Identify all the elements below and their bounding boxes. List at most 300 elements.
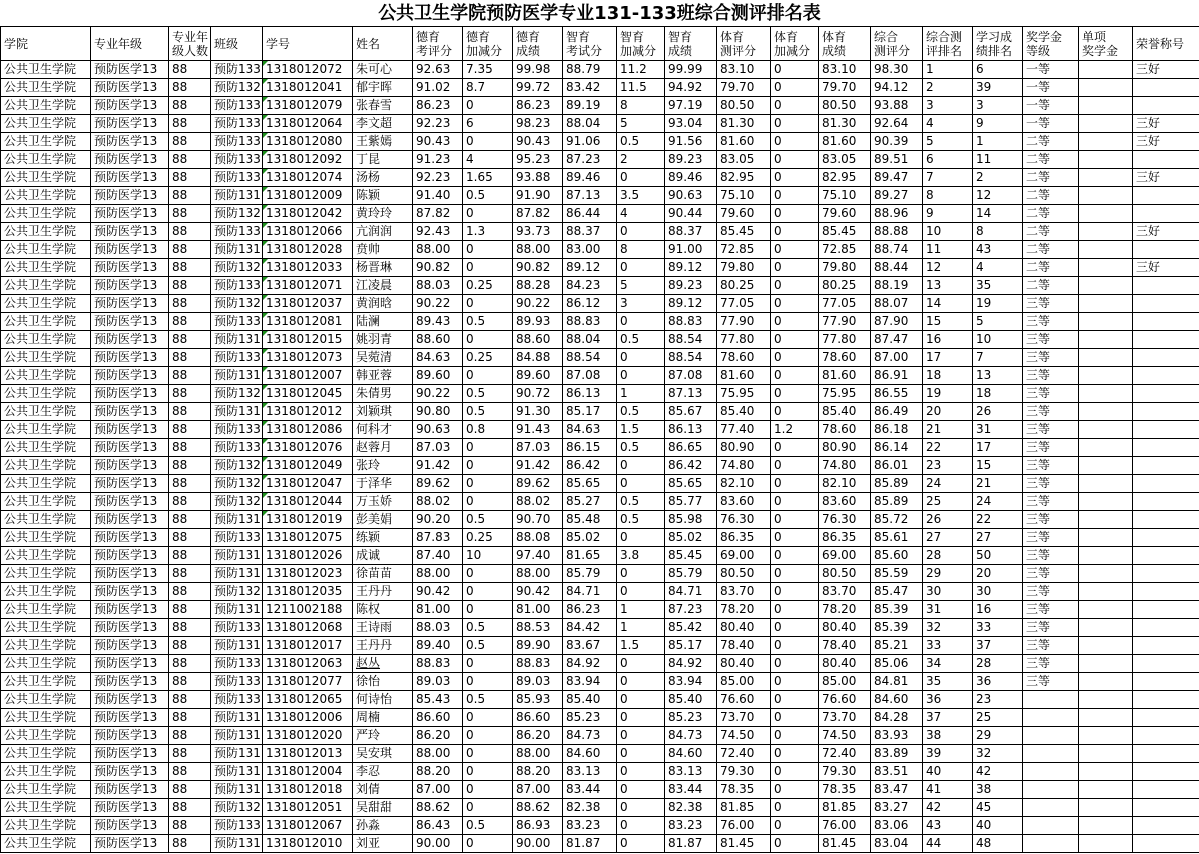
cell-intel_total[interactable]: 85.77 xyxy=(665,493,717,511)
cell-name[interactable]: 李忍 xyxy=(353,763,413,781)
cell-pe_eval[interactable]: 83.60 xyxy=(717,493,771,511)
cell-pe_total[interactable]: 74.80 xyxy=(819,457,871,475)
cell-moral_adj[interactable]: 0.5 xyxy=(463,403,513,421)
cell-intel_adj[interactable]: 1 xyxy=(617,385,665,403)
cell-pe_total[interactable]: 83.60 xyxy=(819,493,871,511)
cell-college[interactable]: 公共卫生学院 xyxy=(1,187,91,205)
cell-pe_eval[interactable]: 80.50 xyxy=(717,565,771,583)
cell-name[interactable]: 彭美娟 xyxy=(353,511,413,529)
cell-study_rank[interactable]: 38 xyxy=(973,781,1023,799)
cell-pe_adj[interactable]: 0 xyxy=(771,277,819,295)
cell-name[interactable]: 吴甜甜 xyxy=(353,799,413,817)
cell-moral_total[interactable]: 87.03 xyxy=(513,439,563,457)
cell-scholarship[interactable]: 三等 xyxy=(1023,529,1079,547)
cell-name[interactable]: 亢润润 xyxy=(353,223,413,241)
cell-intel_adj[interactable]: 0 xyxy=(617,673,665,691)
cell-comp_rank[interactable]: 38 xyxy=(923,727,973,745)
cell-class[interactable]: 预防132 xyxy=(211,79,263,97)
cell-single_scholarship[interactable] xyxy=(1079,169,1133,187)
cell-study_rank[interactable]: 36 xyxy=(973,673,1023,691)
cell-college[interactable]: 公共卫生学院 xyxy=(1,385,91,403)
cell-class[interactable]: 预防133 xyxy=(211,97,263,115)
cell-moral_eval[interactable]: 87.00 xyxy=(413,781,463,799)
cell-pe_adj[interactable]: 0 xyxy=(771,673,819,691)
cell-moral_adj[interactable]: 0 xyxy=(463,475,513,493)
cell-student_id[interactable]: 1318012018 xyxy=(263,781,353,799)
cell-pe_adj[interactable]: 0 xyxy=(771,349,819,367)
cell-honor[interactable] xyxy=(1133,187,1199,205)
cell-class[interactable]: 预防132 xyxy=(211,493,263,511)
cell-student_id[interactable]: 1318012035 xyxy=(263,583,353,601)
cell-intel_total[interactable]: 90.63 xyxy=(665,187,717,205)
cell-grade_size[interactable]: 88 xyxy=(169,97,211,115)
cell-class[interactable]: 预防133 xyxy=(211,619,263,637)
cell-pe_adj[interactable]: 0 xyxy=(771,223,819,241)
cell-college[interactable]: 公共卫生学院 xyxy=(1,817,91,835)
cell-intel_total[interactable]: 85.17 xyxy=(665,637,717,655)
cell-single_scholarship[interactable] xyxy=(1079,637,1133,655)
cell-pe_total[interactable]: 82.10 xyxy=(819,475,871,493)
cell-intel_exam[interactable]: 89.46 xyxy=(563,169,617,187)
cell-intel_exam[interactable]: 83.44 xyxy=(563,781,617,799)
cell-study_rank[interactable]: 27 xyxy=(973,529,1023,547)
cell-grade_size[interactable]: 88 xyxy=(169,601,211,619)
cell-intel_adj[interactable]: 0.5 xyxy=(617,331,665,349)
cell-honor[interactable] xyxy=(1133,727,1199,745)
cell-study_rank[interactable]: 42 xyxy=(973,763,1023,781)
cell-name[interactable]: 黄玲玲 xyxy=(353,205,413,223)
cell-student_id[interactable]: 1318012006 xyxy=(263,709,353,727)
cell-moral_eval[interactable]: 89.60 xyxy=(413,367,463,385)
cell-pe_eval[interactable]: 79.30 xyxy=(717,763,771,781)
cell-single_scholarship[interactable] xyxy=(1079,97,1133,115)
cell-pe_total[interactable]: 78.35 xyxy=(819,781,871,799)
cell-moral_adj[interactable]: 0.5 xyxy=(463,385,513,403)
cell-pe_eval[interactable]: 78.35 xyxy=(717,781,771,799)
cell-intel_exam[interactable]: 88.37 xyxy=(563,223,617,241)
cell-comp_rank[interactable]: 39 xyxy=(923,745,973,763)
cell-grade_size[interactable]: 88 xyxy=(169,799,211,817)
cell-scholarship[interactable]: 二等 xyxy=(1023,259,1079,277)
cell-college[interactable]: 公共卫生学院 xyxy=(1,835,91,853)
cell-honor[interactable]: 三好 xyxy=(1133,169,1199,187)
cell-intel_adj[interactable]: 0 xyxy=(617,763,665,781)
cell-college[interactable]: 公共卫生学院 xyxy=(1,313,91,331)
cell-major_grade[interactable]: 预防医学13 xyxy=(91,313,169,331)
cell-comp_score[interactable]: 83.06 xyxy=(871,817,923,835)
cell-comp_rank[interactable]: 6 xyxy=(923,151,973,169)
cell-class[interactable]: 预防133 xyxy=(211,223,263,241)
cell-pe_adj[interactable]: 0 xyxy=(771,547,819,565)
cell-student_id[interactable]: 1318012079 xyxy=(263,97,353,115)
cell-intel_adj[interactable]: 0 xyxy=(617,367,665,385)
cell-comp_score[interactable]: 83.27 xyxy=(871,799,923,817)
cell-major_grade[interactable]: 预防医学13 xyxy=(91,619,169,637)
cell-name[interactable]: 张玲 xyxy=(353,457,413,475)
cell-class[interactable]: 预防131 xyxy=(211,367,263,385)
cell-comp_score[interactable]: 89.27 xyxy=(871,187,923,205)
cell-comp_score[interactable]: 85.59 xyxy=(871,565,923,583)
cell-comp_rank[interactable]: 24 xyxy=(923,475,973,493)
cell-comp_rank[interactable]: 10 xyxy=(923,223,973,241)
cell-pe_eval[interactable]: 81.60 xyxy=(717,367,771,385)
cell-honor[interactable] xyxy=(1133,601,1199,619)
cell-comp_rank[interactable]: 43 xyxy=(923,817,973,835)
cell-intel_adj[interactable]: 0 xyxy=(617,709,665,727)
cell-comp_rank[interactable]: 3 xyxy=(923,97,973,115)
cell-comp_rank[interactable]: 17 xyxy=(923,349,973,367)
cell-pe_adj[interactable]: 0 xyxy=(771,403,819,421)
cell-moral_eval[interactable]: 88.20 xyxy=(413,763,463,781)
cell-student_id[interactable]: 1318012067 xyxy=(263,817,353,835)
cell-grade_size[interactable]: 88 xyxy=(169,133,211,151)
cell-name[interactable]: 成诚 xyxy=(353,547,413,565)
cell-college[interactable]: 公共卫生学院 xyxy=(1,151,91,169)
cell-comp_score[interactable]: 93.88 xyxy=(871,97,923,115)
cell-honor[interactable] xyxy=(1133,763,1199,781)
cell-scholarship[interactable]: 一等 xyxy=(1023,79,1079,97)
cell-moral_eval[interactable]: 88.00 xyxy=(413,745,463,763)
cell-comp_score[interactable]: 86.49 xyxy=(871,403,923,421)
cell-single_scholarship[interactable] xyxy=(1079,745,1133,763)
cell-grade_size[interactable]: 88 xyxy=(169,511,211,529)
cell-name[interactable]: 吴菀清 xyxy=(353,349,413,367)
cell-pe_total[interactable]: 81.60 xyxy=(819,367,871,385)
cell-student_id[interactable]: 1318012009 xyxy=(263,187,353,205)
cell-pe_total[interactable]: 80.40 xyxy=(819,619,871,637)
cell-grade_size[interactable]: 88 xyxy=(169,205,211,223)
cell-comp_rank[interactable]: 14 xyxy=(923,295,973,313)
cell-name[interactable]: 严玲 xyxy=(353,727,413,745)
cell-comp_score[interactable]: 88.44 xyxy=(871,259,923,277)
cell-pe_total[interactable]: 79.60 xyxy=(819,205,871,223)
cell-single_scholarship[interactable] xyxy=(1079,547,1133,565)
cell-intel_adj[interactable]: 8 xyxy=(617,97,665,115)
cell-intel_total[interactable]: 94.92 xyxy=(665,79,717,97)
cell-major_grade[interactable]: 预防医学13 xyxy=(91,763,169,781)
cell-pe_eval[interactable]: 77.90 xyxy=(717,313,771,331)
cell-moral_eval[interactable]: 81.00 xyxy=(413,601,463,619)
cell-major_grade[interactable]: 预防医学13 xyxy=(91,403,169,421)
cell-pe_adj[interactable]: 0 xyxy=(771,781,819,799)
cell-single_scholarship[interactable] xyxy=(1079,763,1133,781)
cell-grade_size[interactable]: 88 xyxy=(169,691,211,709)
cell-pe_total[interactable]: 80.50 xyxy=(819,97,871,115)
cell-honor[interactable] xyxy=(1133,457,1199,475)
cell-intel_total[interactable]: 81.87 xyxy=(665,835,717,853)
cell-comp_rank[interactable]: 20 xyxy=(923,403,973,421)
cell-name[interactable]: 黄润晗 xyxy=(353,295,413,313)
cell-college[interactable]: 公共卫生学院 xyxy=(1,169,91,187)
cell-moral_adj[interactable]: 0 xyxy=(463,295,513,313)
cell-class[interactable]: 预防131 xyxy=(211,547,263,565)
cell-pe_eval[interactable]: 81.45 xyxy=(717,835,771,853)
cell-moral_eval[interactable]: 89.43 xyxy=(413,313,463,331)
cell-pe_eval[interactable]: 81.30 xyxy=(717,115,771,133)
cell-study_rank[interactable]: 23 xyxy=(973,691,1023,709)
cell-comp_score[interactable]: 98.30 xyxy=(871,61,923,79)
cell-class[interactable]: 预防133 xyxy=(211,313,263,331)
cell-comp_score[interactable]: 85.60 xyxy=(871,547,923,565)
cell-student_id[interactable]: 1318012066 xyxy=(263,223,353,241)
cell-student_id[interactable]: 1318012068 xyxy=(263,619,353,637)
cell-name[interactable]: 徐怡 xyxy=(353,673,413,691)
cell-comp_score[interactable]: 87.00 xyxy=(871,349,923,367)
cell-major_grade[interactable]: 预防医学13 xyxy=(91,259,169,277)
cell-pe_eval[interactable]: 83.10 xyxy=(717,61,771,79)
cell-pe_total[interactable]: 78.40 xyxy=(819,637,871,655)
cell-moral_adj[interactable]: 0 xyxy=(463,133,513,151)
cell-honor[interactable] xyxy=(1133,79,1199,97)
cell-honor[interactable] xyxy=(1133,295,1199,313)
cell-comp_score[interactable]: 85.89 xyxy=(871,493,923,511)
cell-study_rank[interactable]: 3 xyxy=(973,97,1023,115)
cell-grade_size[interactable]: 88 xyxy=(169,547,211,565)
cell-intel_exam[interactable]: 88.04 xyxy=(563,331,617,349)
cell-honor[interactable] xyxy=(1133,745,1199,763)
cell-single_scholarship[interactable] xyxy=(1079,349,1133,367)
cell-pe_total[interactable]: 85.40 xyxy=(819,403,871,421)
cell-pe_adj[interactable]: 0 xyxy=(771,655,819,673)
cell-pe_total[interactable]: 75.10 xyxy=(819,187,871,205)
cell-grade_size[interactable]: 88 xyxy=(169,187,211,205)
cell-student_id[interactable]: 1318012051 xyxy=(263,799,353,817)
cell-single_scholarship[interactable] xyxy=(1079,331,1133,349)
cell-name[interactable]: 万玉娇 xyxy=(353,493,413,511)
cell-major_grade[interactable]: 预防医学13 xyxy=(91,241,169,259)
cell-scholarship[interactable]: 二等 xyxy=(1023,169,1079,187)
cell-pe_eval[interactable]: 78.60 xyxy=(717,349,771,367)
cell-honor[interactable] xyxy=(1133,619,1199,637)
cell-comp_score[interactable]: 87.90 xyxy=(871,313,923,331)
cell-moral_total[interactable]: 88.00 xyxy=(513,745,563,763)
cell-college[interactable]: 公共卫生学院 xyxy=(1,241,91,259)
cell-college[interactable]: 公共卫生学院 xyxy=(1,799,91,817)
cell-pe_total[interactable]: 79.80 xyxy=(819,259,871,277)
cell-study_rank[interactable]: 22 xyxy=(973,511,1023,529)
cell-intel_adj[interactable]: 1 xyxy=(617,619,665,637)
cell-single_scholarship[interactable] xyxy=(1079,799,1133,817)
cell-comp_rank[interactable]: 9 xyxy=(923,205,973,223)
cell-moral_eval[interactable]: 87.83 xyxy=(413,529,463,547)
cell-comp_score[interactable]: 88.74 xyxy=(871,241,923,259)
cell-intel_exam[interactable]: 84.63 xyxy=(563,421,617,439)
cell-moral_eval[interactable]: 87.82 xyxy=(413,205,463,223)
cell-study_rank[interactable]: 15 xyxy=(973,457,1023,475)
cell-name[interactable]: 李文超 xyxy=(353,115,413,133)
cell-pe_adj[interactable]: 0 xyxy=(771,637,819,655)
cell-student_id[interactable]: 1318012047 xyxy=(263,475,353,493)
cell-intel_total[interactable]: 84.60 xyxy=(665,745,717,763)
cell-intel_adj[interactable]: 5 xyxy=(617,277,665,295)
cell-pe_adj[interactable]: 1.2 xyxy=(771,421,819,439)
cell-moral_total[interactable]: 90.70 xyxy=(513,511,563,529)
cell-honor[interactable] xyxy=(1133,583,1199,601)
cell-honor[interactable] xyxy=(1133,691,1199,709)
cell-intel_total[interactable]: 87.23 xyxy=(665,601,717,619)
cell-grade_size[interactable]: 88 xyxy=(169,475,211,493)
cell-college[interactable]: 公共卫生学院 xyxy=(1,475,91,493)
cell-honor[interactable]: 三好 xyxy=(1133,61,1199,79)
cell-student_id[interactable]: 1318012042 xyxy=(263,205,353,223)
cell-grade_size[interactable]: 88 xyxy=(169,439,211,457)
cell-moral_eval[interactable]: 86.23 xyxy=(413,97,463,115)
cell-class[interactable]: 预防133 xyxy=(211,277,263,295)
cell-intel_adj[interactable]: 0 xyxy=(617,565,665,583)
cell-scholarship[interactable]: 二等 xyxy=(1023,133,1079,151)
cell-moral_total[interactable]: 81.00 xyxy=(513,601,563,619)
cell-comp_score[interactable]: 85.21 xyxy=(871,637,923,655)
cell-moral_total[interactable]: 90.43 xyxy=(513,133,563,151)
cell-intel_exam[interactable]: 83.94 xyxy=(563,673,617,691)
cell-moral_total[interactable]: 90.00 xyxy=(513,835,563,853)
cell-student_id[interactable]: 1318012074 xyxy=(263,169,353,187)
cell-major_grade[interactable]: 预防医学13 xyxy=(91,331,169,349)
cell-class[interactable]: 预防133 xyxy=(211,115,263,133)
cell-pe_adj[interactable]: 0 xyxy=(771,493,819,511)
cell-intel_total[interactable]: 85.98 xyxy=(665,511,717,529)
cell-college[interactable]: 公共卫生学院 xyxy=(1,529,91,547)
cell-moral_adj[interactable]: 0 xyxy=(463,781,513,799)
cell-intel_adj[interactable]: 1.5 xyxy=(617,637,665,655)
cell-moral_adj[interactable]: 0 xyxy=(463,259,513,277)
cell-intel_total[interactable]: 89.46 xyxy=(665,169,717,187)
cell-study_rank[interactable]: 20 xyxy=(973,565,1023,583)
cell-study_rank[interactable]: 39 xyxy=(973,79,1023,97)
cell-scholarship[interactable] xyxy=(1023,745,1079,763)
cell-intel_exam[interactable]: 85.27 xyxy=(563,493,617,511)
cell-class[interactable]: 预防133 xyxy=(211,529,263,547)
cell-pe_eval[interactable]: 76.00 xyxy=(717,817,771,835)
cell-class[interactable]: 预防131 xyxy=(211,403,263,421)
cell-major_grade[interactable]: 预防医学13 xyxy=(91,583,169,601)
cell-moral_adj[interactable]: 0 xyxy=(463,367,513,385)
cell-grade_size[interactable]: 88 xyxy=(169,115,211,133)
cell-honor[interactable] xyxy=(1133,475,1199,493)
cell-intel_total[interactable]: 88.83 xyxy=(665,313,717,331)
cell-student_id[interactable]: 1318012081 xyxy=(263,313,353,331)
cell-comp_rank[interactable]: 35 xyxy=(923,673,973,691)
cell-major_grade[interactable]: 预防医学13 xyxy=(91,97,169,115)
cell-moral_total[interactable]: 86.20 xyxy=(513,727,563,745)
cell-name[interactable]: 徐苗苗 xyxy=(353,565,413,583)
cell-intel_adj[interactable]: 11.2 xyxy=(617,61,665,79)
cell-class[interactable]: 预防133 xyxy=(211,817,263,835)
cell-intel_exam[interactable]: 86.15 xyxy=(563,439,617,457)
cell-comp_rank[interactable]: 44 xyxy=(923,835,973,853)
cell-honor[interactable] xyxy=(1133,781,1199,799)
cell-study_rank[interactable]: 24 xyxy=(973,493,1023,511)
cell-college[interactable]: 公共卫生学院 xyxy=(1,349,91,367)
cell-comp_score[interactable]: 84.60 xyxy=(871,691,923,709)
cell-single_scholarship[interactable] xyxy=(1079,709,1133,727)
cell-class[interactable]: 预防131 xyxy=(211,241,263,259)
cell-moral_total[interactable]: 95.23 xyxy=(513,151,563,169)
cell-moral_total[interactable]: 88.00 xyxy=(513,565,563,583)
cell-student_id[interactable]: 1318012049 xyxy=(263,457,353,475)
cell-moral_adj[interactable]: 0 xyxy=(463,601,513,619)
cell-single_scholarship[interactable] xyxy=(1079,133,1133,151)
cell-intel_total[interactable]: 89.23 xyxy=(665,151,717,169)
cell-name[interactable]: 江凌晨 xyxy=(353,277,413,295)
cell-student_id[interactable]: 1318012010 xyxy=(263,835,353,853)
cell-grade_size[interactable]: 88 xyxy=(169,277,211,295)
cell-moral_eval[interactable]: 90.22 xyxy=(413,295,463,313)
cell-study_rank[interactable]: 25 xyxy=(973,709,1023,727)
cell-moral_total[interactable]: 91.30 xyxy=(513,403,563,421)
cell-honor[interactable] xyxy=(1133,241,1199,259)
cell-intel_total[interactable]: 86.65 xyxy=(665,439,717,457)
cell-intel_total[interactable]: 85.23 xyxy=(665,709,717,727)
cell-pe_total[interactable]: 78.20 xyxy=(819,601,871,619)
cell-pe_total[interactable]: 80.90 xyxy=(819,439,871,457)
cell-scholarship[interactable]: 三等 xyxy=(1023,637,1079,655)
cell-scholarship[interactable]: 三等 xyxy=(1023,403,1079,421)
cell-name[interactable]: 王紫嫣 xyxy=(353,133,413,151)
cell-scholarship[interactable]: 二等 xyxy=(1023,151,1079,169)
cell-grade_size[interactable]: 88 xyxy=(169,151,211,169)
cell-comp_score[interactable]: 86.14 xyxy=(871,439,923,457)
cell-intel_adj[interactable]: 0 xyxy=(617,529,665,547)
cell-grade_size[interactable]: 88 xyxy=(169,763,211,781)
cell-grade_size[interactable]: 88 xyxy=(169,493,211,511)
cell-moral_adj[interactable]: 0.8 xyxy=(463,421,513,439)
cell-moral_total[interactable]: 91.43 xyxy=(513,421,563,439)
cell-study_rank[interactable]: 11 xyxy=(973,151,1023,169)
cell-moral_total[interactable]: 87.00 xyxy=(513,781,563,799)
cell-pe_eval[interactable]: 72.85 xyxy=(717,241,771,259)
cell-moral_eval[interactable]: 86.20 xyxy=(413,727,463,745)
cell-major_grade[interactable]: 预防医学13 xyxy=(91,349,169,367)
cell-pe_total[interactable]: 78.60 xyxy=(819,349,871,367)
cell-scholarship[interactable] xyxy=(1023,781,1079,799)
cell-comp_score[interactable]: 85.61 xyxy=(871,529,923,547)
cell-comp_score[interactable]: 83.89 xyxy=(871,745,923,763)
cell-intel_adj[interactable]: 0 xyxy=(617,781,665,799)
cell-single_scholarship[interactable] xyxy=(1079,673,1133,691)
cell-moral_total[interactable]: 85.93 xyxy=(513,691,563,709)
cell-student_id[interactable]: 1318012033 xyxy=(263,259,353,277)
cell-moral_eval[interactable]: 90.43 xyxy=(413,133,463,151)
cell-moral_total[interactable]: 99.98 xyxy=(513,61,563,79)
cell-study_rank[interactable]: 14 xyxy=(973,205,1023,223)
cell-comp_rank[interactable]: 19 xyxy=(923,385,973,403)
cell-major_grade[interactable]: 预防医学13 xyxy=(91,655,169,673)
cell-moral_eval[interactable]: 90.00 xyxy=(413,835,463,853)
cell-pe_eval[interactable]: 77.80 xyxy=(717,331,771,349)
cell-intel_exam[interactable]: 81.65 xyxy=(563,547,617,565)
cell-class[interactable]: 预防133 xyxy=(211,655,263,673)
cell-study_rank[interactable]: 6 xyxy=(973,61,1023,79)
cell-honor[interactable] xyxy=(1133,349,1199,367)
cell-student_id[interactable]: 1211002188 xyxy=(263,601,353,619)
cell-moral_eval[interactable]: 92.63 xyxy=(413,61,463,79)
cell-intel_adj[interactable]: 3.5 xyxy=(617,187,665,205)
cell-intel_adj[interactable]: 1.5 xyxy=(617,421,665,439)
cell-moral_eval[interactable]: 88.03 xyxy=(413,619,463,637)
cell-intel_total[interactable]: 93.04 xyxy=(665,115,717,133)
cell-honor[interactable] xyxy=(1133,565,1199,583)
cell-student_id[interactable]: 1318012013 xyxy=(263,745,353,763)
cell-intel_exam[interactable]: 85.23 xyxy=(563,709,617,727)
cell-intel_adj[interactable]: 1 xyxy=(617,601,665,619)
cell-study_rank[interactable]: 8 xyxy=(973,223,1023,241)
cell-moral_total[interactable]: 89.93 xyxy=(513,313,563,331)
cell-intel_exam[interactable]: 88.83 xyxy=(563,313,617,331)
cell-intel_exam[interactable]: 82.38 xyxy=(563,799,617,817)
cell-intel_adj[interactable]: 0.5 xyxy=(617,493,665,511)
cell-single_scholarship[interactable] xyxy=(1079,619,1133,637)
